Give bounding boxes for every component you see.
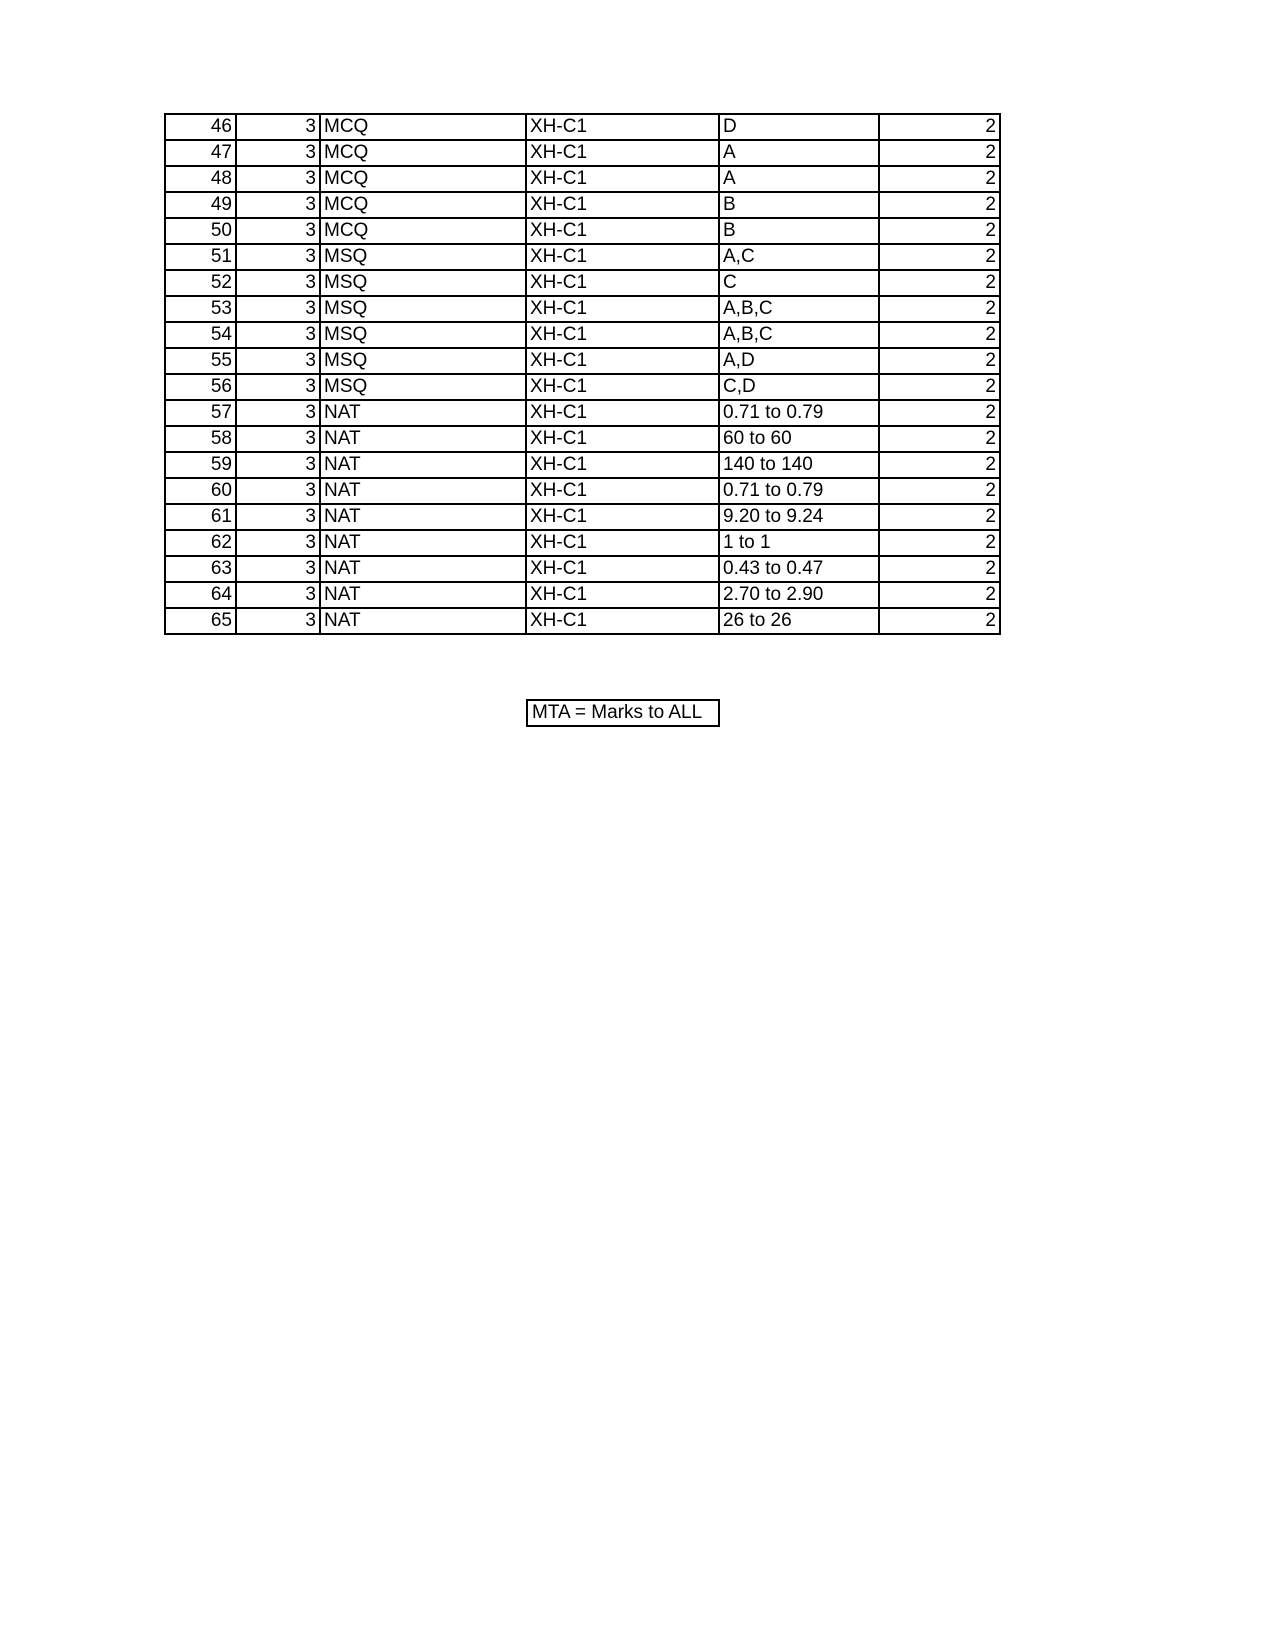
session-cell: 3 <box>236 166 320 192</box>
section-cell: XH-C1 <box>526 140 719 166</box>
question-type-cell: NAT <box>320 530 526 556</box>
answer-key-cell: D <box>719 114 879 140</box>
session-cell: 3 <box>236 504 320 530</box>
question-type-cell: NAT <box>320 582 526 608</box>
marks-cell: 2 <box>879 244 1000 270</box>
marks-cell: 2 <box>879 192 1000 218</box>
section-cell: XH-C1 <box>526 218 719 244</box>
session-cell: 3 <box>236 192 320 218</box>
question-number-cell: 54 <box>165 322 236 348</box>
section-cell: XH-C1 <box>526 270 719 296</box>
session-cell: 3 <box>236 556 320 582</box>
answer-key-cell: 1 to 1 <box>719 530 879 556</box>
section-cell: XH-C1 <box>526 478 719 504</box>
session-cell: 3 <box>236 608 320 634</box>
answer-key-cell: 60 to 60 <box>719 426 879 452</box>
legend-text: MTA = Marks to ALL <box>532 702 703 723</box>
section-cell: XH-C1 <box>526 530 719 556</box>
question-number-cell: 59 <box>165 452 236 478</box>
marks-cell: 2 <box>879 504 1000 530</box>
section-cell: XH-C1 <box>526 504 719 530</box>
table-row <box>165 218 1000 244</box>
question-type-cell: NAT <box>320 504 526 530</box>
table-row <box>165 270 1000 296</box>
section-cell: XH-C1 <box>526 582 719 608</box>
question-number-cell: 60 <box>165 478 236 504</box>
session-cell: 3 <box>236 218 320 244</box>
session-cell: 3 <box>236 374 320 400</box>
section-cell: XH-C1 <box>526 296 719 322</box>
session-cell: 3 <box>236 530 320 556</box>
session-cell: 3 <box>236 426 320 452</box>
question-number-cell: 58 <box>165 426 236 452</box>
question-number-cell: 62 <box>165 530 236 556</box>
marks-cell: 2 <box>879 608 1000 634</box>
answer-key-cell: A,B,C <box>719 322 879 348</box>
answer-key-cell: C,D <box>719 374 879 400</box>
table-row <box>165 478 1000 504</box>
question-type-cell: NAT <box>320 400 526 426</box>
question-type-cell: MCQ <box>320 114 526 140</box>
marks-cell: 2 <box>879 218 1000 244</box>
session-cell: 3 <box>236 400 320 426</box>
answer-key-table <box>164 113 1001 635</box>
question-type-cell: NAT <box>320 426 526 452</box>
question-type-cell: NAT <box>320 452 526 478</box>
table-row <box>165 192 1000 218</box>
question-number-cell: 63 <box>165 556 236 582</box>
section-cell: XH-C1 <box>526 244 719 270</box>
question-number-cell: 51 <box>165 244 236 270</box>
question-number-cell: 48 <box>165 166 236 192</box>
session-cell: 3 <box>236 582 320 608</box>
marks-cell: 2 <box>879 478 1000 504</box>
question-type-cell: MCQ <box>320 218 526 244</box>
question-type-cell: NAT <box>320 556 526 582</box>
question-type-cell: MSQ <box>320 322 526 348</box>
session-cell: 3 <box>236 114 320 140</box>
answer-key-cell: 0.71 to 0.79 <box>719 478 879 504</box>
question-type-cell: NAT <box>320 608 526 634</box>
table-row <box>165 504 1000 530</box>
session-cell: 3 <box>236 478 320 504</box>
answer-key-cell: A,B,C <box>719 296 879 322</box>
legend-box <box>526 699 720 727</box>
answer-key-cell: A,C <box>719 244 879 270</box>
table-row <box>165 322 1000 348</box>
marks-cell: 2 <box>879 166 1000 192</box>
question-number-cell: 49 <box>165 192 236 218</box>
question-number-cell: 64 <box>165 582 236 608</box>
session-cell: 3 <box>236 322 320 348</box>
section-cell: XH-C1 <box>526 348 719 374</box>
section-cell: XH-C1 <box>526 452 719 478</box>
table-row <box>165 426 1000 452</box>
table-row <box>165 166 1000 192</box>
question-type-cell: MSQ <box>320 348 526 374</box>
marks-cell: 2 <box>879 270 1000 296</box>
answer-key-cell: A <box>719 166 879 192</box>
section-cell: XH-C1 <box>526 166 719 192</box>
session-cell: 3 <box>236 140 320 166</box>
section-cell: XH-C1 <box>526 556 719 582</box>
table-row <box>165 140 1000 166</box>
section-cell: XH-C1 <box>526 192 719 218</box>
section-cell: XH-C1 <box>526 608 719 634</box>
marks-cell: 2 <box>879 452 1000 478</box>
marks-cell: 2 <box>879 348 1000 374</box>
session-cell: 3 <box>236 348 320 374</box>
answer-key-cell: A <box>719 140 879 166</box>
answer-key-cell: B <box>719 192 879 218</box>
table-row <box>165 452 1000 478</box>
marks-cell: 2 <box>879 426 1000 452</box>
section-cell: XH-C1 <box>526 400 719 426</box>
session-cell: 3 <box>236 452 320 478</box>
marks-cell: 2 <box>879 296 1000 322</box>
marks-cell: 2 <box>879 374 1000 400</box>
question-number-cell: 47 <box>165 140 236 166</box>
table-row <box>165 556 1000 582</box>
question-number-cell: 57 <box>165 400 236 426</box>
question-number-cell: 53 <box>165 296 236 322</box>
marks-cell: 2 <box>879 140 1000 166</box>
question-type-cell: MCQ <box>320 166 526 192</box>
table-row <box>165 374 1000 400</box>
question-number-cell: 61 <box>165 504 236 530</box>
answer-key-cell: A,D <box>719 348 879 374</box>
section-cell: XH-C1 <box>526 426 719 452</box>
table-row <box>165 530 1000 556</box>
question-type-cell: MSQ <box>320 244 526 270</box>
session-cell: 3 <box>236 296 320 322</box>
marks-cell: 2 <box>879 556 1000 582</box>
question-number-cell: 56 <box>165 374 236 400</box>
answer-key-cell: 26 to 26 <box>719 608 879 634</box>
answer-key-cell: 0.71 to 0.79 <box>719 400 879 426</box>
marks-cell: 2 <box>879 530 1000 556</box>
question-type-cell: NAT <box>320 478 526 504</box>
marks-cell: 2 <box>879 322 1000 348</box>
answer-key-cell: 9.20 to 9.24 <box>719 504 879 530</box>
answer-key-cell: 140 to 140 <box>719 452 879 478</box>
marks-cell: 2 <box>879 582 1000 608</box>
section-cell: XH-C1 <box>526 374 719 400</box>
question-number-cell: 55 <box>165 348 236 374</box>
question-number-cell: 50 <box>165 218 236 244</box>
table-row <box>165 582 1000 608</box>
answer-key-cell: 0.43 to 0.47 <box>719 556 879 582</box>
answer-key-cell: C <box>719 270 879 296</box>
question-number-cell: 65 <box>165 608 236 634</box>
answer-key-table-body <box>165 114 1000 634</box>
question-type-cell: MSQ <box>320 296 526 322</box>
question-type-cell: MSQ <box>320 374 526 400</box>
question-type-cell: MCQ <box>320 192 526 218</box>
session-cell: 3 <box>236 244 320 270</box>
table-row <box>165 244 1000 270</box>
section-cell: XH-C1 <box>526 322 719 348</box>
table-row <box>165 114 1000 140</box>
answer-key-cell: B <box>719 218 879 244</box>
section-cell: XH-C1 <box>526 114 719 140</box>
answer-key-cell: 2.70 to 2.90 <box>719 582 879 608</box>
marks-cell: 2 <box>879 114 1000 140</box>
table-row <box>165 348 1000 374</box>
question-number-cell: 46 <box>165 114 236 140</box>
session-cell: 3 <box>236 270 320 296</box>
table-row <box>165 400 1000 426</box>
question-type-cell: MCQ <box>320 140 526 166</box>
question-type-cell: MSQ <box>320 270 526 296</box>
question-number-cell: 52 <box>165 270 236 296</box>
table-row <box>165 296 1000 322</box>
table-row <box>165 608 1000 634</box>
marks-cell: 2 <box>879 400 1000 426</box>
